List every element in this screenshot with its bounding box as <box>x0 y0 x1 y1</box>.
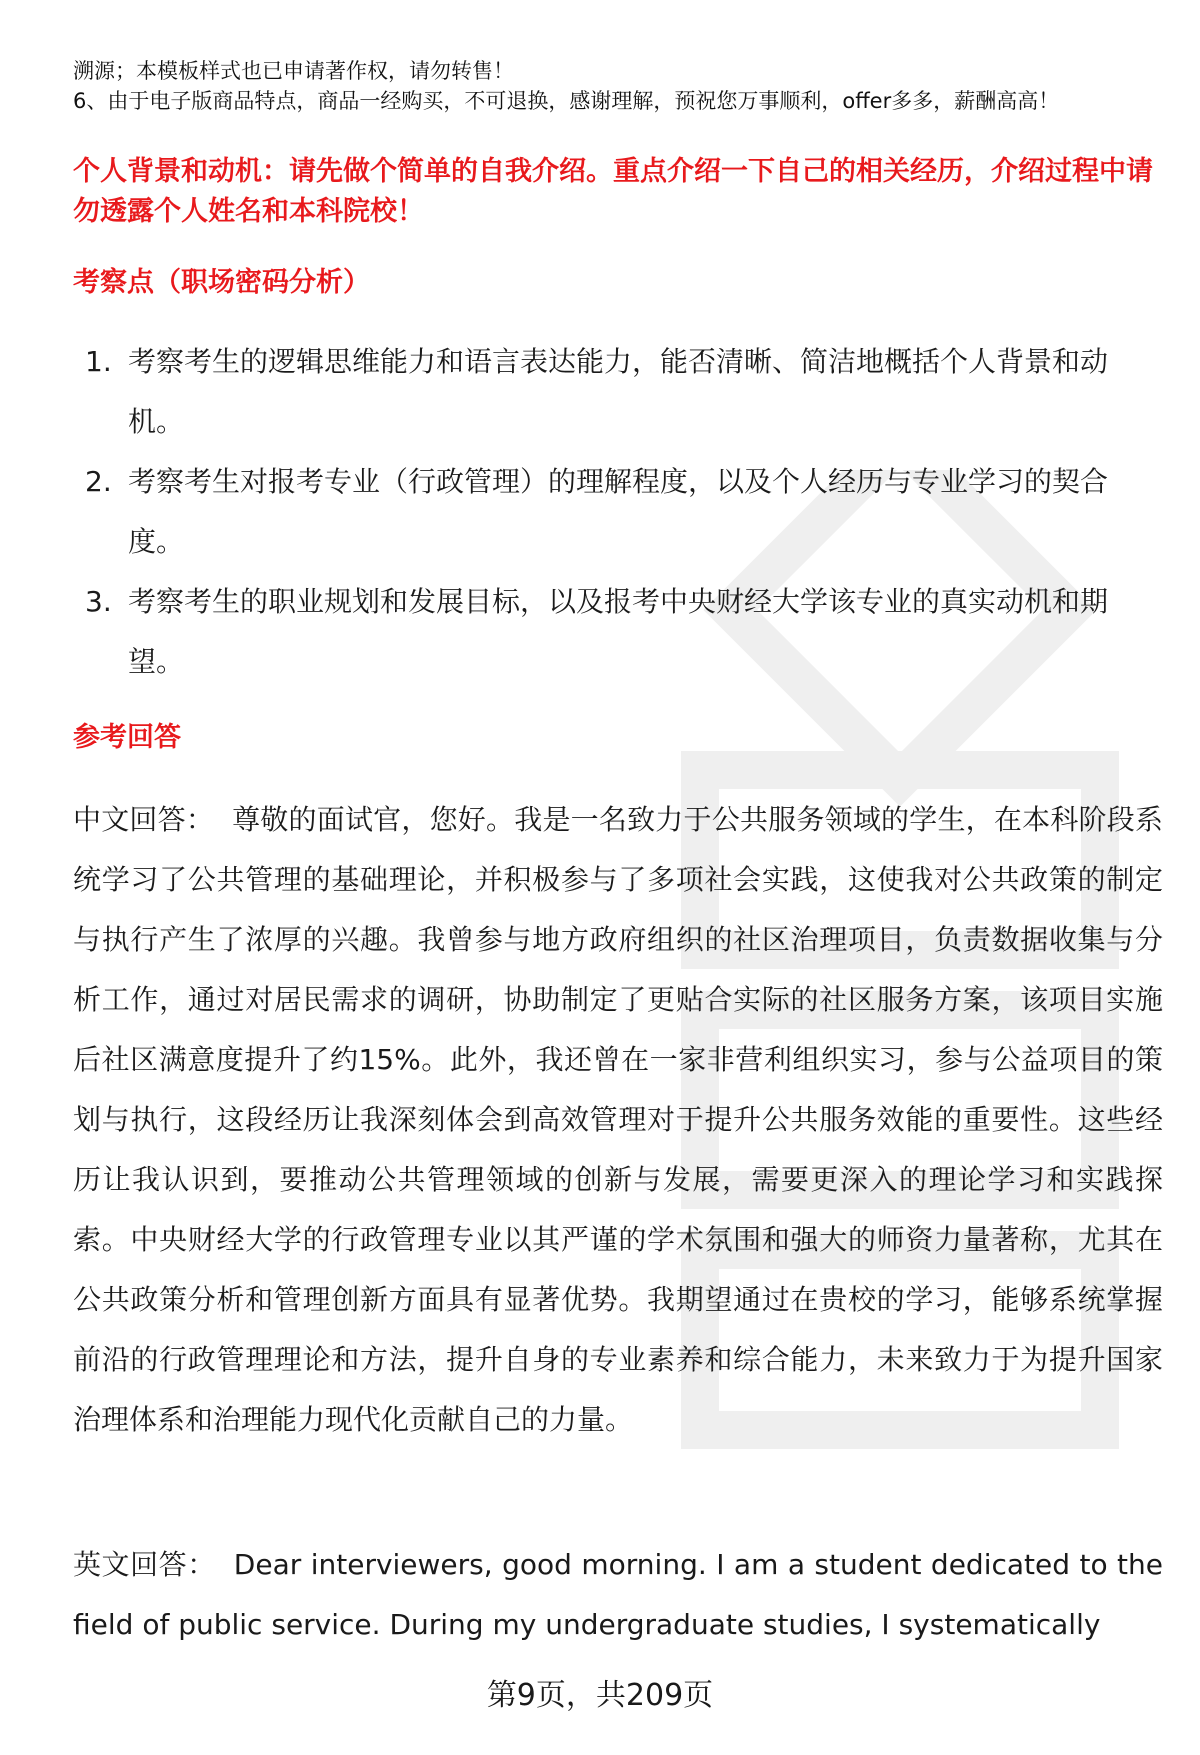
exam-point-number: 2. <box>85 465 112 498</box>
english-answer-label: 英文回答： <box>73 1548 216 1581</box>
reference-answer-heading: 参考回答 <box>73 722 181 753</box>
exam-point-item <box>73 332 1163 452</box>
top-note-1: 溯源；本模板样式也已申请著作权，请勿转售！ <box>73 59 514 83</box>
exam-point-text: 考察考生的职业规划和发展目标，以及报考中央财经大学该专业的真实动机和期望。 <box>128 585 1109 678</box>
exam-point-number: 3. <box>85 585 112 618</box>
exam-points-list <box>73 332 1163 692</box>
exam-point-text: 考察考生对报考专业（行政管理）的理解程度，以及个人经历与专业学习的契合度。 <box>128 465 1109 558</box>
exam-point-item <box>73 572 1163 692</box>
page-number-footer: 第9页，共209页 <box>486 1678 714 1713</box>
exam-points-heading: 考察点（职场密码分析） <box>73 267 370 298</box>
exam-point-number: 1. <box>85 345 112 378</box>
question-heading: 个人背景和动机：请先做个简单的自我介绍。重点介绍一下自己的相关经历，介绍过程中请勿透露个人姓名和本科院校！ <box>73 156 1153 227</box>
chinese-answer-paragraph <box>73 790 1163 1450</box>
chinese-answer-label: 中文回答： <box>73 803 215 836</box>
top-note-2: 6、由于电子版商品特点，商品一经购买，不可退换，感谢理解，预祝您万事顺利，offer多多，薪酬高高！ <box>73 89 1060 113</box>
exam-point-item <box>73 452 1163 572</box>
english-answer-paragraph <box>73 1535 1163 1655</box>
english-answer-text: Dear interviewers, good morning. I am a student dedicated to the field of public service. During my undergraduate studies, I systematically <box>73 1548 1163 1641</box>
chinese-answer-text: 尊敬的面试官，您好。我是一名致力于公共服务领域的学生，在本科阶段系统学习了公共管理的基础理论，并积极参与了多项社会实践，这使我对公共政策的制定与执行产生了浓厚的兴趣。我曾参与地方政府组织的社区治理项目，负责数据收集与分析工作，通过对居民需求的调研，协助制定了更贴合实际的社区服务方案，该项目实施后社区满意度提升了约15%。此外，我还曾在一家非营利组织实习，参与公益项目的策划与执行，这段经历让我深刻体会到高效管理对于提升公共服务效能的重要性。这些经历让我认识到，要推动公共管理领域的创新与发展，需要更深入的理论学习和实践探索。中央财经大学的行政管理专业以其严谨的学术氛围和强大的师资力量著称，尤其在公共政策分析和管理创新方面具有显著优势。我期望通过在贵校的学习，能够系统掌握前沿的行政管理理论和方法，提升自身的专业素养和综合能力，未来致力于为提升国家治理体系和治理能力现代化贡献自己的力量。 <box>73 803 1163 1436</box>
exam-point-text: 考察考生的逻辑思维能力和语言表达能力，能否清晰、简洁地概括个人背景和动机。 <box>128 345 1109 438</box>
